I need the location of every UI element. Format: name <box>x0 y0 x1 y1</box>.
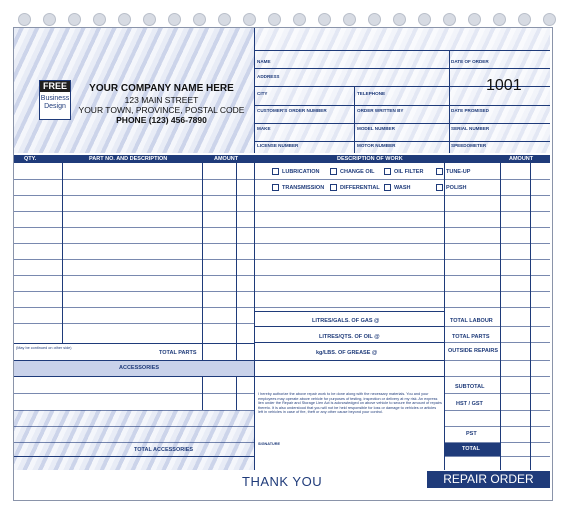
motor-number-label: MOTOR NUMBER <box>357 143 396 148</box>
option-differential: DIFFERENTIAL <box>340 184 380 191</box>
subtotal-label: SUBTOTAL <box>455 384 485 390</box>
table-rule <box>444 326 550 327</box>
free-badge-line3: Design <box>44 103 66 110</box>
hole-icon <box>118 13 131 26</box>
table-rule <box>444 342 550 343</box>
hole-icon <box>143 13 156 26</box>
table-rule <box>254 342 444 343</box>
table-rule <box>254 326 444 327</box>
gas-label: LITRES/GALS. OF GAS @ <box>312 318 380 324</box>
hole-icon <box>493 13 506 26</box>
hole-icon <box>43 13 56 26</box>
hole-icon <box>468 13 481 26</box>
hole-icon <box>343 13 356 26</box>
table-rule <box>444 393 550 394</box>
checkbox-icon[interactable] <box>436 168 443 175</box>
hst-gst-label: HST / GST <box>456 401 483 407</box>
hole-icon <box>318 13 331 26</box>
table-rule <box>254 376 444 377</box>
checkbox-icon[interactable] <box>330 168 337 175</box>
pst-label: PST <box>466 431 477 437</box>
hole-icon <box>293 13 306 26</box>
hole-icon <box>218 13 231 26</box>
company-info <box>74 83 249 125</box>
hole-icon <box>243 13 256 26</box>
option-transmission: TRANSMISSION <box>282 184 325 191</box>
table-rule <box>254 275 550 276</box>
oil-label: LITRES/QTS. OF OIL @ <box>319 334 380 340</box>
table-rule <box>254 259 550 260</box>
thank-you-text: THANK YOU <box>242 474 323 489</box>
company-town: YOUR TOWN, PROVINCE, POSTAL CODE <box>78 105 245 115</box>
free-badge-line2: Business <box>40 95 70 102</box>
licence-number-label: LICENSE NUMBER <box>257 143 299 148</box>
table-rule <box>444 456 550 457</box>
option-polish: POLISH <box>446 184 467 191</box>
table-rule <box>254 179 550 180</box>
option-lubrication: LUBRICATION <box>282 168 320 175</box>
address-field-label: ADDRESS <box>257 74 280 79</box>
repair-order-form <box>13 27 553 501</box>
free-design-badge <box>39 80 71 120</box>
telephone-field-label: TELEPHONE <box>357 91 386 96</box>
model-number-label: MODEL NUMBER <box>357 126 395 131</box>
amount-header-left: AMOUNT <box>214 156 239 162</box>
checkbox-icon[interactable] <box>330 184 337 191</box>
customer-order-number-label: CUSTOMER'S ORDER NUMBER <box>257 108 327 113</box>
city-field-label: CITY <box>257 91 268 96</box>
company-street: 123 MAIN STREET <box>124 95 199 105</box>
table-rule <box>444 426 550 427</box>
footer-texture <box>14 410 254 470</box>
table-rule <box>444 410 550 411</box>
table-rule <box>254 195 550 196</box>
description-header: DESCRIPTION OF WORK <box>337 156 403 162</box>
hole-icon <box>93 13 106 26</box>
grease-label: kg/LBS. OF GREASE @ <box>316 350 378 356</box>
total-labour-label: TOTAL LABOUR <box>450 318 493 324</box>
part-header: PART NO. AND DESCRIPTION <box>89 156 168 162</box>
total-parts-left-label: TOTAL PARTS <box>159 350 197 356</box>
hole-icon <box>418 13 431 26</box>
checkbox-icon[interactable] <box>272 168 279 175</box>
checkbox-icon[interactable] <box>384 184 391 191</box>
hole-icon <box>268 13 281 26</box>
total-label: TOTAL <box>462 446 480 452</box>
table-rule <box>254 311 444 312</box>
table-rule <box>444 376 550 377</box>
service-options-row1 <box>272 168 480 175</box>
total-parts-right-label: TOTAL PARTS <box>452 334 490 340</box>
hole-icon <box>393 13 406 26</box>
order-written-by-label: ORDER WRITTEN BY <box>357 108 404 113</box>
date-promised-label: DATE PROMISED <box>451 108 489 113</box>
service-options-row2 <box>272 184 480 191</box>
hole-icon <box>68 13 81 26</box>
speedometer-label: SPEEDOMETER <box>451 143 487 148</box>
hole-icon <box>168 13 181 26</box>
option-tune-up: TUNE-UP <box>446 168 471 175</box>
hole-icon <box>368 13 381 26</box>
order-number: 1001 <box>486 77 522 94</box>
option-wash: WASH <box>394 184 411 191</box>
authorization-text: I hereby authorize the above repair work to be done along with the necessary materials. You and your employees may operate above vehicle for purposes of testing, inspection or delivery at my risk. An express lien under the Repair and Storage Lien Act is acknowledged on above vehicle to secure the amount of repairs thereto. It is also understood that you will not be held responsible for loss or damage to vehicles or articles left in vehicles in case of fire, theft or any other cause beyond your control. <box>258 392 442 415</box>
hole-icon <box>543 13 556 26</box>
checkbox-icon[interactable] <box>384 168 391 175</box>
free-badge-label: FREE <box>40 81 70 92</box>
table-rule <box>254 211 550 212</box>
qty-header: QTY. <box>24 156 37 162</box>
option-oil-filter: OIL FILTER <box>394 168 424 175</box>
table-rule <box>254 227 550 228</box>
accessories-label: ACCESSORIES <box>119 365 160 371</box>
name-field-label: NAME <box>257 59 271 64</box>
make-field-label: MAKE <box>257 126 271 131</box>
signature-label: SIGNATURE <box>258 442 281 446</box>
checkbox-icon[interactable] <box>436 184 443 191</box>
option-change-oil: CHANGE OIL <box>340 168 375 175</box>
date-of-order-label: DATE OF ORDER <box>451 59 489 64</box>
hole-icon <box>18 13 31 26</box>
total-accessories-label: TOTAL ACCESSORIES <box>134 447 194 453</box>
table-rule <box>254 243 550 244</box>
checkbox-icon[interactable] <box>272 184 279 191</box>
hole-icon <box>443 13 456 26</box>
hole-icon <box>518 13 531 26</box>
table-rule <box>254 291 550 292</box>
company-phone: PHONE (123) 456-7890 <box>116 115 207 125</box>
table-rule <box>444 360 550 361</box>
continued-note: (May be continued on other side) <box>16 346 72 350</box>
amount-header-right: AMOUNT <box>509 156 534 162</box>
hole-icon <box>193 13 206 26</box>
company-name: YOUR COMPANY NAME HERE <box>89 83 234 94</box>
table-rule <box>254 360 444 361</box>
serial-number-label: SERIAL NUMBER <box>451 126 490 131</box>
repair-order-title: REPAIR ORDER <box>443 472 534 486</box>
outside-repairs-label: OUTSIDE REPAIRS <box>448 348 499 354</box>
table-rule <box>254 307 550 308</box>
